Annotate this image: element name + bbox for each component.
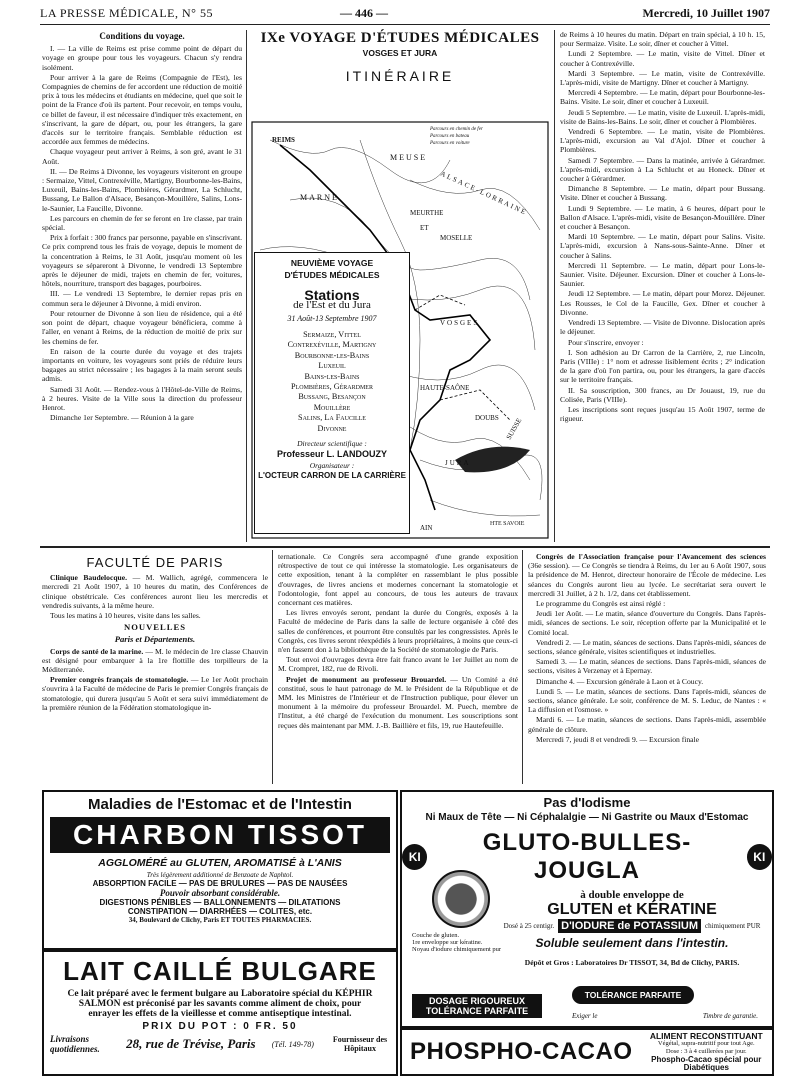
ad-line: ABSORPTION FACILE — PAS DE BRULURES — PAS DE NAUSÉES [92,879,348,888]
map-label: HTE SAVOIE [490,521,525,527]
section-rule [40,546,770,548]
ad-line: Ce lait préparé avec le ferment bulgare au Laboratoire spécial du KÉPHIR [67,989,373,999]
map-label: REIMS [272,136,295,144]
journal-title: LA PRESSE MÉDICALE, N° 55 [40,6,213,20]
paragraph: Pour arriver à la gare de Reims (Compagnie de l'Est), les Compagnies de chemins de fer accordent une réduction de moitié prix à tous les médecins et étudiants en médecine, quel que soit le point de la France d'où ils partent. Pour recevoir, en temps voulu, ce billet de faveur, il est nécessaire d'indiquer très exactement, en s'inscrivant, la gare de départ, ou, pour les étrangers, la gare d'accès sur le territoire français. Semblable réduction est accordée aux femmes de médecins. [42,72,242,147]
paragraph: Mercredi 11 Septembre. — Le matin, départ pour Lons-le-Saunier. Visite. Déjeuner. Excursion. Dîner et coucher à Lons-le-Saunier. [560,260,765,289]
map-label: MEUSE [390,153,428,162]
ad-line: 34, Boulevard de Clichy, Paris ET TOUTES PHARMACIES. [128,916,312,924]
ad-line: 28, rue de Trévise, Paris [126,1036,256,1051]
ad-line: à double enveloppe de [580,889,684,901]
paragraph: Pour retourner de Divonne à son lieu de résidence, qui a été son point de départ, chaque voyageur bénéficiera, comme à l'aller, en venant à Reims, de la réduction de moitié de prix sur les chemins de fer. [42,308,242,346]
conditions-column [42,32,242,542]
paragraph: I. Son adhésion au Dr Carron de la Carrière, 2, rue Lincoln, Paris (VIIIe) : 1° nom et adresse lisiblement écrits ; 2° indication de la gare d'où l'on partira, ou, pour les étrangers, la gare d'accès sur le territoire français. [560,347,765,385]
capsule-diagram [412,870,502,970]
station-item: Plombières, Gérardmer [291,382,373,392]
news-title: Projet de monument au professeur Brouardel. [286,674,447,684]
ad-line: DIGESTIONS PÉNIBLES — BALLONNEMENTS — DILATATIONS [99,898,341,907]
ad-line: enrayer les effets de la vieillesse et comme antiseptique intestinal. [88,1009,352,1019]
paragraph: Jeudi 5 Septembre. — Le matin, visite de Luxeuil. L'après-midi, visite de Bains-les-Bains. Le soir, dîner et coucher à Plombières. [560,107,765,126]
paragraph: Jeudi 1er Août. — Le matin, séance d'ouverture du Congrès. Dans l'après-midi, séances de sections. Le soir, réception offerte par la Municipalité et le Comité local. [528,609,766,637]
ad-line: Pouvoir absorbant considérable. [159,888,281,898]
issue-date: Mercredi, 10 Juillet 1907 [642,6,770,20]
ki-badge: KI [747,844,772,870]
station-item: Divonne [317,423,347,433]
trip-dates: 31 Août-13 Septembre 1907 [287,314,377,323]
ad-lait-caille [42,950,398,1076]
ad-line: chimiquement PUR [705,922,761,930]
ad-line: Ni Maux de Tête — Ni Céphalalgie — Ni Gastrite ou Maux d'Estomac [425,812,749,823]
column-rule [272,550,273,784]
map-label: DOUBS [475,414,499,422]
paragraph: Dimanche 4. — Excursion générale à Laon et à Coucy. [536,676,704,686]
map-legend-item: Parcours en chemin de fer [430,127,483,132]
ad-line: ALIMENT RECONSTITUANT [649,1031,763,1041]
station-item: Sermaize, Vittel [303,330,361,339]
paragraph: Le programme du Congrès est ainsi réglé : [536,599,666,609]
page-number: — 446 — [340,6,388,20]
map-label: HAUTE-SAÔNE [420,384,470,392]
paragraph: III. — Le vendredi 13 Septembre, le dernier repas pris en commun sera le déjeuner à Divonne, à midi environ. [42,289,242,308]
map-legend-item: Parcours en voiture [430,141,470,146]
paragraph: Chaque voyageur peut arriver à Reims, à son gré, avant le 31 Août. [42,147,242,166]
ad-line: Exiger le [572,1012,598,1020]
paragraph: Dimanche 8 Septembre. — Le matin, départ pour Bussang. Visite. Dîner et coucher à Bussang. [560,184,765,203]
paragraph: — M. le médecin de 1re classe Chauvin est désigné pour embarquer à la 1re flottille des torpilleurs de la Méditerranée. [42,646,268,675]
box-line: NEUVIÈME VOYAGE [290,258,374,268]
station-item: Bains-les-Bains [304,371,360,381]
paragraph: Pour s'inscrire, envoyer : [568,337,644,347]
column-rule [246,30,247,542]
paragraph: Lundi 2 Septembre. — Le matin, visite de Vittel. Dîner et coucher à Contrexéville. [560,49,765,68]
director-name: Professeur L. LANDOUZY [276,449,388,460]
map-label: MOSELLE [440,234,473,242]
paragraph: Jeudi 12 Septembre. — Le matin, départ pour Morez. Déjeuner. Les Rousses, le Col de la Faucille, Gex. Dîner et coucher à Divonne. [560,289,765,317]
paragraph: (36e session). — Ce Congrès se tiendra à Reims, du 1er au 6 Août 1907, sous la présidence de M. Henrot, directeur honoraire de l'École de médecine. Les séances du Congrès auront lieu au lycée. Le secrétariat sera ouvert le mercredi 31 Juillet, à 2 h. 1/2, dans cet établissement. [528,561,766,598]
ad-line: (Tél. 149-78) [271,1039,314,1049]
map-label: ET [420,224,429,232]
itinerary-heading: ITINÉRAIRE [345,68,455,84]
ad-line: GLUTEN et KÉRATINE [547,901,717,918]
paragraph: Mercredi 4 Septembre. — Le matin, départ pour Bourbonne-les-Bains. Visite. Le soir, dîner et coucher à Luxeuil. [560,88,765,107]
paragraph: Tout envoi d'ouvrages devra être fait franco avant le 1er Juillet au nom de M. Crompret, 182, rue de Rivoli. [278,655,518,674]
paragraph: II. Sa souscription, 300 francs, au Dr Jouaust, 19, rue du Colisée, Paris (VIIIe). [560,385,765,404]
paragraph: Mardi 6. — Le matin, séances de sections. Dans l'après-midi, assemblée générale de clôture. [528,715,766,734]
paragraph: — Un Comité a été constitué, sous le haut patronage de M. le Président de la République et de MM. les Ministres de l'Intérieur et de l'Instruction publique, pour élever un monument à la mémoire du professeur Brouardel. M. Puech, membre de l'Institut, a été chargé de l'exécution du monument. Les souscriptions sont reçues dès maintenant par MM. J.-B. Baillière et fils, 19, rue Hautefeuille. [278,674,518,730]
ad-gluto-bulles [400,790,774,1028]
map-label: MARNE [300,193,339,202]
faculty-heading: FACULTÉ DE PARIS [86,555,224,570]
station-item: Bussang, Besançon [298,392,366,402]
map-label: SUISSE [504,416,524,441]
director-label: Directeur scientifique : [297,439,367,449]
box-line: D'ÉTUDES MÉDICALES [284,270,380,280]
paragraph: Vendredi 13 Septembre. — Visite de Divonne. Dislocation après le déjeuner. [560,318,765,337]
ad-brand: PHOSPHO-CACAO [410,1038,633,1065]
paragraph: ternationale. Ce Congrès sera accompagné d'une grande exposition rétrospective de tout ce qui intéresse la stomatologie. Les organisateurs de cette exposition, tenant à la compléter en rassemblant le plus possible d'ouvrages, de livres anciens et modernes concernant la stomatologie et l'odontologie, font appel au concours, de tous les auteurs de travaux concernant ces matières. [278,552,518,608]
page-header [40,0,770,25]
map-label: AIN [420,524,433,532]
faculty-column [42,552,268,784]
paragraph: I. — La ville de Reims est prise comme point de départ du voyage en groupe pour tous les voyageurs. Chacun s'y rendra isolément. [42,44,242,72]
stations-box [254,252,410,534]
paragraph: Mercredi 7, jeudi 8 et vendredi 9. — Excursion finale [536,734,700,744]
station-item: Luxeuil [318,361,346,371]
ad-line: TOLÉRANCE PARFAITE [425,1006,529,1016]
news-title: Corps de santé de la marine. [50,646,144,656]
paragraph: — Le 1er Août prochain s'ouvrira à la Faculté de médecine de Paris le premier Congrès français de stomatologie, qui durera jusqu'au 5 Août et sera suivi immédiatement de la première réunion de la Fédération stomatologique in- [42,675,268,712]
conditions-title: Conditions du voyage. [99,32,185,41]
station-item: Salins, La Faucille [298,413,366,423]
ad-brand: LAIT CAILLÉ BULGARE [63,956,377,986]
station-item: Bourbonne-les-Bains [294,350,370,360]
organizer-label: Organisateur : [309,461,355,471]
ad-phospho-cacao [400,1028,774,1076]
ad-line: CONSTIPATION — DIARRHÉES — COLITES, etc. [127,907,313,916]
news-title: Premier congrès français de stomatologie. [50,675,189,685]
itinerary-subtitle: VOSGES ET JURA [362,48,438,58]
ad-line: Dosé à 25 centigr. [503,922,555,930]
capsule-label: 1re enveloppe sur kératine. [412,939,483,946]
map-label: JURA [445,459,471,467]
ad-line: Végétal, supra-nutritif pour tout Age. [657,1040,755,1047]
congress-column [278,552,518,784]
station-item: Mouillère [313,402,351,412]
capsule-icon [432,870,490,928]
news-title: Congrès de l'Association française pour l'Avancement des sciences [536,552,766,561]
map-legend-item: Parcours en bateau [430,134,470,139]
paragraph: En raison de la courte durée du voyage et des trajets importants en voiture, les voyageurs sont priés de réduire leurs bagages au strict nécessaire ; les bagages à la main seront seuls admis. [42,346,242,384]
ad-line: Très légèrement additionné de Benzoate de Naphtol. [146,871,294,879]
station-item: Contrexéville, Martigny [287,340,377,350]
ad-charbon-tissot [42,790,398,950]
afas-column [528,552,766,784]
column-rule [554,30,555,542]
map-label: MEURTHE [410,209,444,217]
paragraph: Prix à forfait : 300 francs par personne, payable en s'inscrivant. Ce prix comprend tous les frais de voyage, depuis le moment de la concentration à Reims, le 31 Août, jusqu'au moment où les voyageurs se sépareront à Divonne, le vendredi 13 Septembre après le déjeuner de midi, trajets en chemin de fer, voitures, hôtels, nourriture, transport des bagages, pourboires. [42,233,242,289]
clinic-title: Clinique Baudelocque. [50,573,128,583]
news-heading: NOUVELLES [123,622,186,633]
ad-brand: GLUTO-BULLES-JOUGLA [482,829,692,884]
ad-line: Dose : 3 à 4 cuillerées par jour. [665,1048,747,1055]
paragraph: — M. Wallich, agrégé, commencera le mercredi 21 Août 1907, à 10 heures du matin, des Conférences de clinique obstétricale. Ces conférences auront lieu les mercredis et vendredis suivants, à la même heure. [42,573,268,610]
ad-line: DOSAGE RIGOUREUX [428,996,525,1006]
paragraph: Tous les matins à 10 heures, visite dans les salles. [50,611,201,621]
ad-stamp: TOLÉRANCE PARFAITE [572,986,694,1004]
ad-line: Phospho-Cacao spécial pour Diabétiques [651,1055,762,1072]
map-label: ALSACE-LORRAINE [439,169,529,217]
ad-line: Dépôt et Gros : Laboratoires Dr TISSOT, 34, Bd de Clichy, PARIS. [524,958,740,967]
paragraph: Vendredi 2. — Le matin, séances de sections. Dans l'après-midi, séances de sections, séance générale, visites scientifiques et industrielles. [528,637,766,657]
paragraph: Mardi 10 Septembre. — Le matin, départ pour Salins. Visite. L'après-midi, excursion à Nans-sous-Sainte-Anne. Dîner et coucher à Salins. [560,232,765,260]
paragraph: Mardi 3 Septembre. — Le matin, visite de Contrexéville. L'après-midi, visite de Martigny. Dîner et coucher à Martigny. [560,68,765,88]
ad-line: Timbre de garantie. [702,1012,758,1020]
ad-brand: CHARBON TISSOT [50,817,390,853]
paragraph: Lundi 5. — Le matin, séances de sections. Dans l'après-midi, séances de sections, séance générale. Le soir, conférence de M. S. Leduc, de Nantes : « La diffusion et l'osmose. » [528,686,766,715]
paragraph: Les livres envoyés seront, pendant la durée du Congrès, exposés à la Faculté de médecine de Paris dans la salle de lecture organisée à côté des salles de conférences, et pourront être consultés par les congressistes. Après le Congrès, ces livres seront réexpédiés à leurs propriétaires, à moins que ceux-ci n'en fassent don à la bibliothèque de la Société de stomatologie de Paris. [278,608,518,655]
schedule-column [560,30,765,540]
ad-banner [412,994,542,1018]
stations-subtitle: de l'Est et du Jura [293,299,371,311]
itinerary-title: IXe VOYAGE D'ÉTUDES MÉDICALES [260,30,540,46]
paragraph: Samedi 3. — Le matin, séances de sections. Dans l'après-midi, séances de sections, visites à Verzenay et à Epernay. [528,657,766,676]
ad-line: Livraisons quotidiennes. [50,1034,100,1054]
paragraph: Les parcours en chemin de fer se feront en 1re classe, par train spécial. [42,213,242,233]
column-rule [522,550,523,784]
ad-headline: Maladies de l'Estomac et de l'Intestin [88,796,352,813]
organizer-name: L'OCTEUR CARRON DE LA CARRIÈRE [258,471,406,481]
paragraph: Lundi 9 Septembre. — Le matin, à 6 heures, départ pour le Ballon d'Alsace. L'après-midi, visite de Besançon-Mouillère. Dîner et coucher à Besançon. [560,203,765,232]
paragraph: Vendredi 6 Septembre. — Le matin, visite de Plombières. L'après-midi, excursion au Val d'Ajol. Dîner et coucher à Plombières. [560,127,765,155]
paragraph: Dimanche 1er Septembre. — Réunion à la gare [50,413,194,423]
stations-title: Stations [304,287,360,303]
itinerary-panel [250,30,550,542]
ad-line: PRIX DU POT : 0 FR. 50 [142,1021,298,1032]
ad-line: SALMON est préconisé par les savants comme aliment de choix, pour [78,999,362,1009]
news-subheading: Paris et Départements. [114,634,196,645]
map-label: VOSGES [440,319,480,327]
paragraph: II. — De Reims à Divonne, les voyageurs visiteront en groupe : Sermaize, Vittel, Contrexéville, Martigny, Bourbonne-les-Bains, Luxeuil, Bains-les-Bains, Plombières, Gérardmer, La Schlucht, Bussang, Le Ballon d'Alsace, Besançon-Mouillère, Salins, Lons-le-Saunier, La Faucille, Divonne. [42,166,242,213]
ad-headline: Pas d'Iodisme [543,795,631,810]
capsule-label: Couche de gluten. [412,932,460,939]
paragraph: de Reims à 10 heures du matin. Départ en train spécial, à 10 h. 15, pour Sermaize. Visite. Le soir, dîner et coucher à Vittel. [560,30,765,49]
ad-line: D'IODURE de POTASSIUM [558,919,701,933]
paragraph: Samedi 7 Septembre. — Dans la matinée, arrivée à Gérardmer. L'après-midi, excursion à La Schlucht et au Honeck. Dîner et coucher à Gérardmer. [560,155,765,184]
capsule-label: Noyau d'iodure chimiquement pur [412,946,502,953]
ad-line: Soluble seulement dans l'intestin. [535,936,729,950]
ad-line: Fournisseur des Hôpitaux [332,1035,388,1053]
ad-line: AGGLOMÉRÉ au GLUTEN, AROMATISÉ à L'ANIS [98,857,342,869]
paragraph: Les inscriptions sont reçues jusqu'au 15 Août 1907, terme de rigueur. [560,404,765,424]
paragraph: Samedi 31 Août. — Rendez-vous à l'Hôtel-de-Ville de Reims, à 2 heures. Visite de la Ville sous la direction du professeur Henrot. [42,384,242,412]
ki-badge: KI [402,844,427,870]
